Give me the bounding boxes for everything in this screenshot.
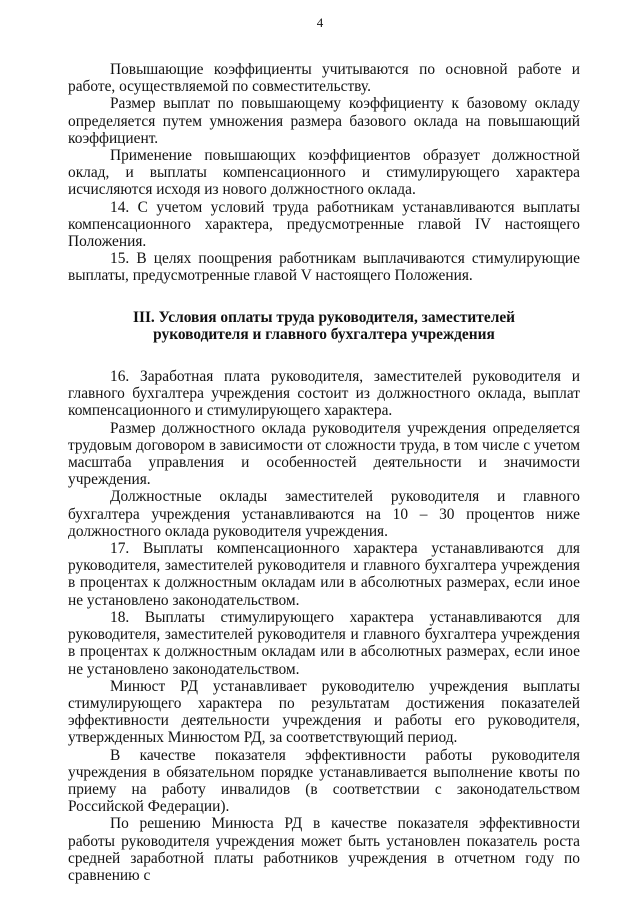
paragraph: Размер должностного оклада руководителя учреждения определяется трудовым договором в зависимости от сложности труда, в том числе с учетом масштаба управления и особенностей деятельности и значимости учреждения. <box>68 419 580 489</box>
page-number: 4 <box>316 15 324 30</box>
paragraph: Размер выплат по повышающему коэффициенту к базовому окладу определяется путем умножения размера базового оклада на повышающий коэффициент. <box>68 95 580 147</box>
document-body <box>68 61 580 884</box>
paragraph: 18. Выплаты стимулирующего характера устанавливаются для руководителя, заместителей руководителя и главного бухгалтера учреждения в процентах к должностным окладам или в абсолютных размерах, если иное не установлено законодательством. <box>68 608 580 678</box>
spacer <box>68 343 580 368</box>
paragraph: В качестве показателя эффективности работы руководителя учреждения в обязательном порядке устанавливается выполнение квоты по приему на работу инвалидов (в соответствии с законодательством Российской Федерации). <box>68 746 580 816</box>
section-heading-line2: руководителя и главного бухгалтера учреждения <box>153 325 495 343</box>
section-heading-line1: III. Условия оплаты труда руководителя, заместителей <box>132 308 516 326</box>
spacer <box>68 285 580 309</box>
paragraph: Должностные оклады заместителей руководителя и главного бухгалтера учреждения устанавливаются на 10 – 30 процентов ниже должностного оклада руководителя учреждения. <box>68 488 580 540</box>
paragraph: Минюст РД устанавливает руководителю учреждения выплаты стимулирующего характера по результатам достижения показателей эффективности деятельности учреждения и работы его руководителя, утвержденных Минюстом РД, за соответствующий период. <box>68 677 580 747</box>
paragraph: Применение повышающих коэффициентов образует должностной оклад, и выплаты компенсационного и стимулирующего характера исчисляются исходя из нового должностного оклада. <box>68 147 580 199</box>
paragraphs-bottom <box>68 368 580 884</box>
paragraph: 17. Выплаты компенсационного характера устанавливаются для руководителя, заместителей руководителя и главного бухгалтера учреждения в процентах к должностным окладам или в абсолютных размерах, если иное не установлено законодательством. <box>68 540 580 609</box>
paragraph: Повышающие коэффициенты учитываются по основной работе и работе, осуществляемой по совместительству. <box>68 61 580 96</box>
paragraph: По решению Минюста РД в качестве показателя эффективности работы руководителя учреждения может быть установлен показатель роста средней заработной платы работников учреждения в отчетном году по сравнению с <box>68 815 580 884</box>
section-heading <box>68 309 580 343</box>
paragraph: 15. В целях поощрения работникам выплачиваются стимулирующие выплаты, предусмотренные главой V настоящего Положения. <box>68 250 580 285</box>
paragraph: 14. С учетом условий труда работникам устанавливаются выплаты компенсационного характера, предусмотренные главой IV настоящего Положения. <box>68 198 580 251</box>
paragraph: 16. Заработная плата руководителя, заместителей руководителя и главного бухгалтера учреждения состоит из должностного оклада, выплат компенсационного и стимулирующего характера. <box>68 368 580 420</box>
paragraphs-top <box>68 61 580 285</box>
